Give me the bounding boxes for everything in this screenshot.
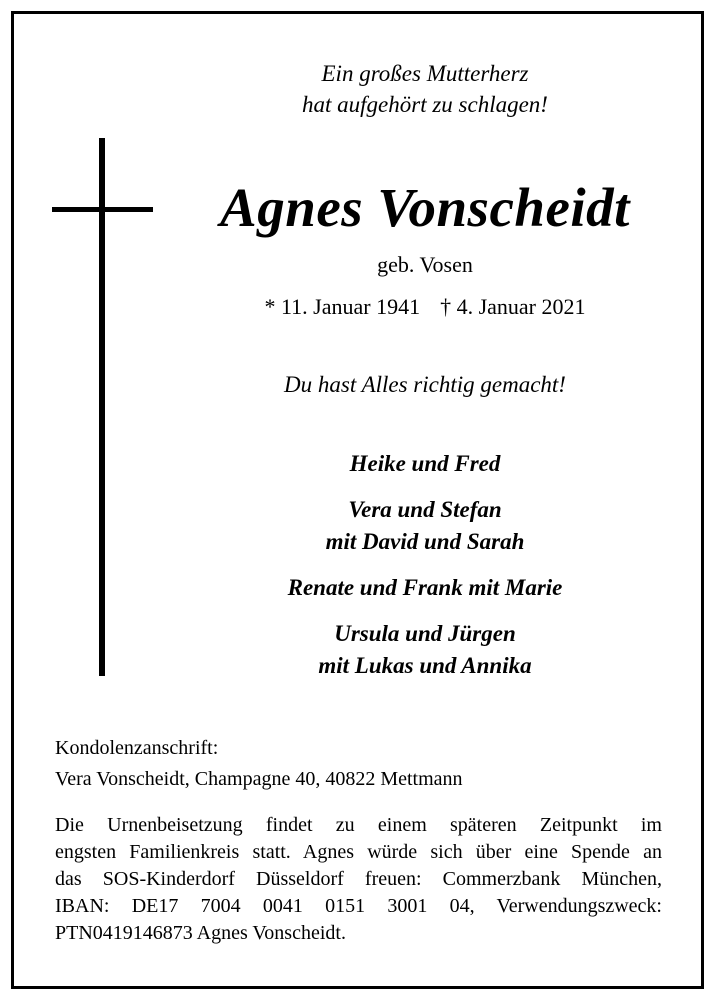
mourner-line: Renate und Frank mit Marie — [287, 575, 563, 600]
mourner-group — [180, 618, 670, 682]
mourner-line: Vera und Stefan — [348, 497, 502, 522]
farewell-quote: Du hast Alles richtig gemacht! — [284, 372, 566, 397]
notice-line: Die Urnenbeisetzung findet zu einem späteren Zeitpunkt im — [55, 814, 662, 836]
motto-line-2: hat aufgehört zu schlagen! — [302, 92, 548, 117]
motto — [180, 58, 670, 120]
mourner-line: mit David und Sarah — [325, 529, 525, 554]
mourner-line: mit Lukas und Annika — [318, 653, 532, 678]
life-dates — [180, 293, 670, 321]
mourner-group — [180, 572, 670, 604]
mourner-group — [180, 448, 670, 480]
condolence-label: Kondolenzanschrift: — [55, 737, 219, 759]
mourner-line: Ursula und Jürgen — [334, 621, 516, 646]
death-date: † 4. Januar 2021 — [440, 294, 586, 319]
maiden-name: geb. Vosen — [377, 252, 473, 277]
notice-line: PTN0419146873 Agnes Vonscheidt. — [55, 922, 346, 944]
motto-line-1: Ein großes Mutterherz — [321, 61, 529, 86]
condolence-address — [55, 733, 463, 795]
burial-notice — [55, 812, 662, 947]
mourner-group — [180, 494, 670, 558]
notice-line: engsten Familienkreis statt. Agnes würde sich über eine Spende an — [55, 841, 662, 863]
deceased-name: Agnes Vonscheidt — [220, 177, 630, 238]
mourner-line: Heike und Fred — [349, 451, 501, 476]
notice-line: das SOS-Kinderdorf Düsseldorf freuen: Commerzbank München, — [55, 868, 662, 890]
notice-line: IBAN: DE17 7004 0041 0151 3001 04, Verwendungszweck: — [55, 895, 662, 917]
cross-vertical-bar — [99, 138, 105, 676]
cross-horizontal-bar — [52, 207, 153, 212]
birth-date: * 11. Januar 1941 — [264, 294, 421, 319]
mourners-list — [180, 448, 670, 696]
condolence-address-line: Vera Vonscheidt, Champagne 40, 40822 Mettmann — [55, 768, 463, 790]
